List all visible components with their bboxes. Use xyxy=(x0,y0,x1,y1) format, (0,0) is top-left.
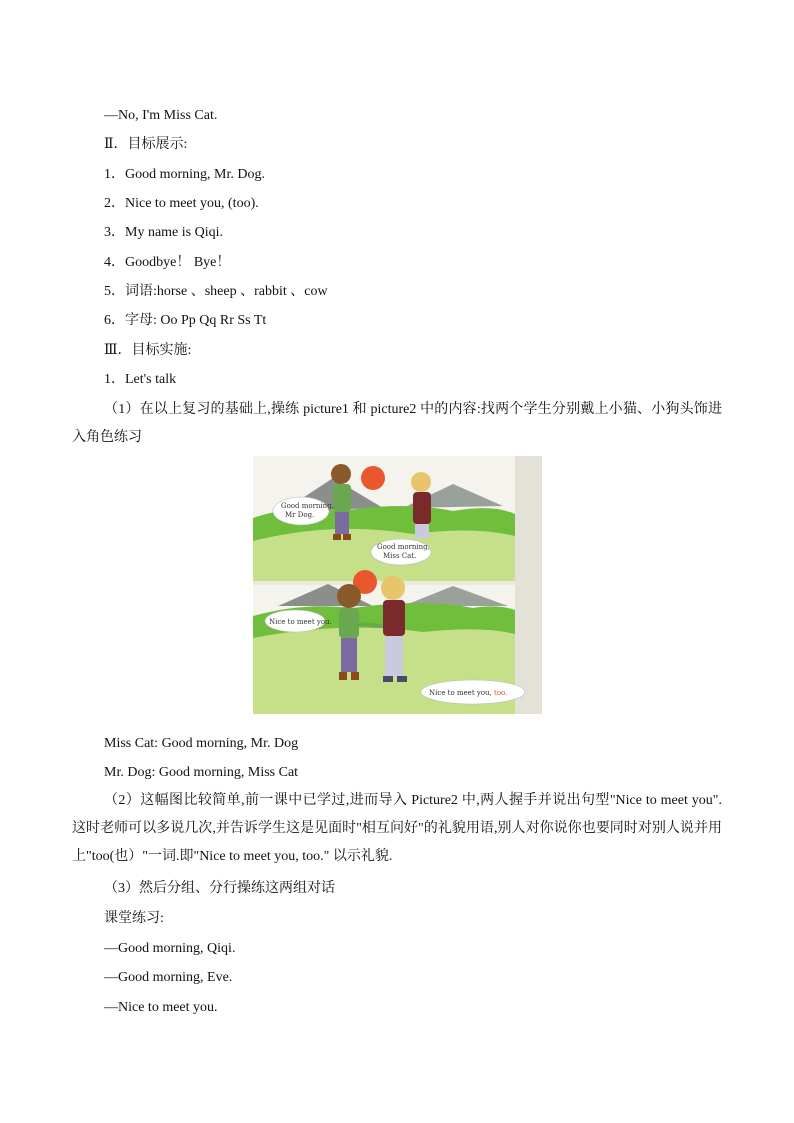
text-line: （3）然后分组、分行操练这两组对话 xyxy=(104,881,335,896)
list-item: 2．Nice to meet you, (too). xyxy=(104,196,259,211)
dialogue-line: —Nice to meet you. xyxy=(104,1000,218,1015)
speech-bubble-text: Good morning, xyxy=(377,543,430,551)
dialogue-line: —Good morning, Eve. xyxy=(104,970,233,985)
speech-bubble-text: Miss Cat. xyxy=(383,552,417,560)
speech-bubble-text: Good morning, xyxy=(281,502,334,510)
speech-bubble-text: Nice to meet you. xyxy=(269,618,332,626)
list-item: 5．词语:horse 、sheep 、rabbit 、cow xyxy=(104,284,328,299)
dialogue-line: —Good morning, Qiqi. xyxy=(104,941,236,956)
section-heading: Ⅲ．目标实施: xyxy=(104,343,192,358)
section-heading: Ⅱ．目标展示: xyxy=(104,137,188,152)
illustration-svg xyxy=(253,456,542,714)
list-item: 3．My name is Qiqi. xyxy=(104,225,223,240)
speech-bubble-accent: too. xyxy=(494,689,508,697)
list-item: 6．字母: Oo Pp Qq Rr Ss Tt xyxy=(104,313,267,328)
text-line: —No, I'm Miss Cat. xyxy=(104,108,218,123)
paragraph: （1）在以上复习的基础上,操练 picture1 和 picture2 中的内容:找两个学生分别戴上小猫、小狗头饰进入角色练习 xyxy=(72,402,722,445)
paragraph: （2）这幅图比较简单,前一课中已学过,进而导入 Picture2 中,两人握手并说出句型"Nice to meet you". 这时老师可以多说几次,并告诉学生这是见面时"相互问好"的礼貌用语,别人对你说你也要同时对别人说并用上"too(也）"一词.即"Nice to meet you, too." 以示礼貌. xyxy=(72,793,722,864)
dialogue-line: Miss Cat: Good morning, Mr. Dog xyxy=(104,736,299,751)
section-heading: 课堂练习: xyxy=(104,911,164,926)
speech-bubble-main: Nice to meet you, xyxy=(429,689,494,697)
textbook-illustration xyxy=(253,456,542,714)
speech-bubble-text xyxy=(429,689,507,697)
dialogue-line: Mr. Dog: Good morning, Miss Cat xyxy=(104,765,299,780)
list-item: 1．Let's talk xyxy=(104,372,177,387)
list-item: 4．Goodbye！ Bye！ xyxy=(104,255,231,270)
speech-bubble-text: Mr Dog. xyxy=(285,511,315,519)
list-item: 1．Good morning, Mr. Dog. xyxy=(104,167,265,182)
